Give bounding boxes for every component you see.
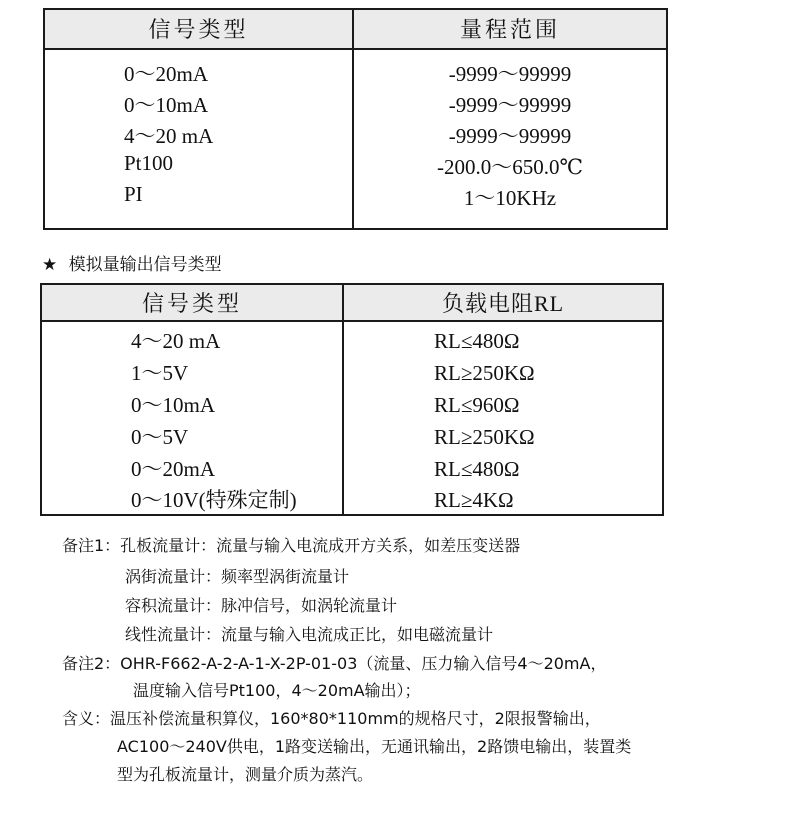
range-cell: 1～10KHz [463, 186, 557, 210]
load-resistance-cell: RL≥250KΩ [434, 361, 535, 385]
note-1-orifice: 备注1：孔板流量计：流量与输入电流成开方关系，如差压变送器 [62, 536, 521, 555]
output-load-table [40, 283, 664, 516]
signal-type-cell: 0～5V [131, 425, 189, 449]
meaning-line-3: 型为孔板流量计，测量介质为蒸汽。 [117, 765, 374, 784]
output-section-heading [42, 250, 222, 275]
input-range-table [43, 8, 668, 230]
load-resistance-cell: RL≤480Ω [434, 329, 520, 353]
signal-type-cell: 0～20mA [131, 457, 215, 481]
signal-type-cell: 0～20mA [124, 62, 208, 86]
load-resistance-cell: RL≥4KΩ [434, 488, 514, 512]
load-resistance-cell: RL≥250KΩ [434, 425, 535, 449]
signal-type-cell: 1～5V [131, 361, 189, 385]
range-cell: -9999～99999 [448, 93, 572, 117]
signal-type-cell: Pt100 [124, 151, 174, 175]
note-2-model: 备注2：OHR-F662-A-2-A-1-X-2P-01-03（流量、压力输入信号4～20mA， [62, 654, 607, 673]
range-cell: -9999～99999 [448, 124, 572, 148]
note-1-vortex: 涡街流量计：频率型涡街流量计 [125, 567, 350, 586]
star-icon: ★ [42, 255, 58, 275]
meaning-line-2: AC100～240V供电，1路变送输出，无通讯输出，2路馈电输出，装置类 [117, 737, 632, 756]
signal-type-cell: 4～20 mA [124, 124, 214, 148]
load-resistance-cell: RL≤480Ω [434, 457, 520, 481]
output-section-title: 模拟量输出信号类型 [68, 255, 222, 275]
header-load-resistance: 负载电阻RL [441, 291, 565, 316]
range-cell: -200.0～650.0℃ [437, 155, 583, 179]
signal-type-cell: 0～10V(特殊定制) [131, 488, 297, 512]
signal-type-cell: 4～20 mA [131, 329, 221, 353]
signal-type-cell: PI [124, 182, 143, 206]
meaning-line-1: 含义：温压补偿流量积算仪，160*80*110mm的规格尺寸，2限报警输出， [62, 709, 601, 728]
range-cell: -9999～99999 [448, 62, 572, 86]
header-signal-type: 信号类型 [141, 291, 242, 316]
load-resistance-cell: RL≤960Ω [434, 393, 520, 417]
note-1-linear: 线性流量计：流量与输入电流成正比，如电磁流量计 [125, 625, 494, 644]
signal-type-cell: 0～10mA [124, 93, 208, 117]
note-1-volumetric: 容积流量计：脉冲信号，如涡轮流量计 [125, 596, 398, 615]
signal-type-cell: 0～10mA [131, 393, 215, 417]
note-2-continued: 温度输入信号Pt100，4～20mA输出）； [133, 681, 421, 700]
header-signal-type: 信号类型 [148, 17, 249, 42]
header-range: 量程范围 [459, 17, 560, 42]
